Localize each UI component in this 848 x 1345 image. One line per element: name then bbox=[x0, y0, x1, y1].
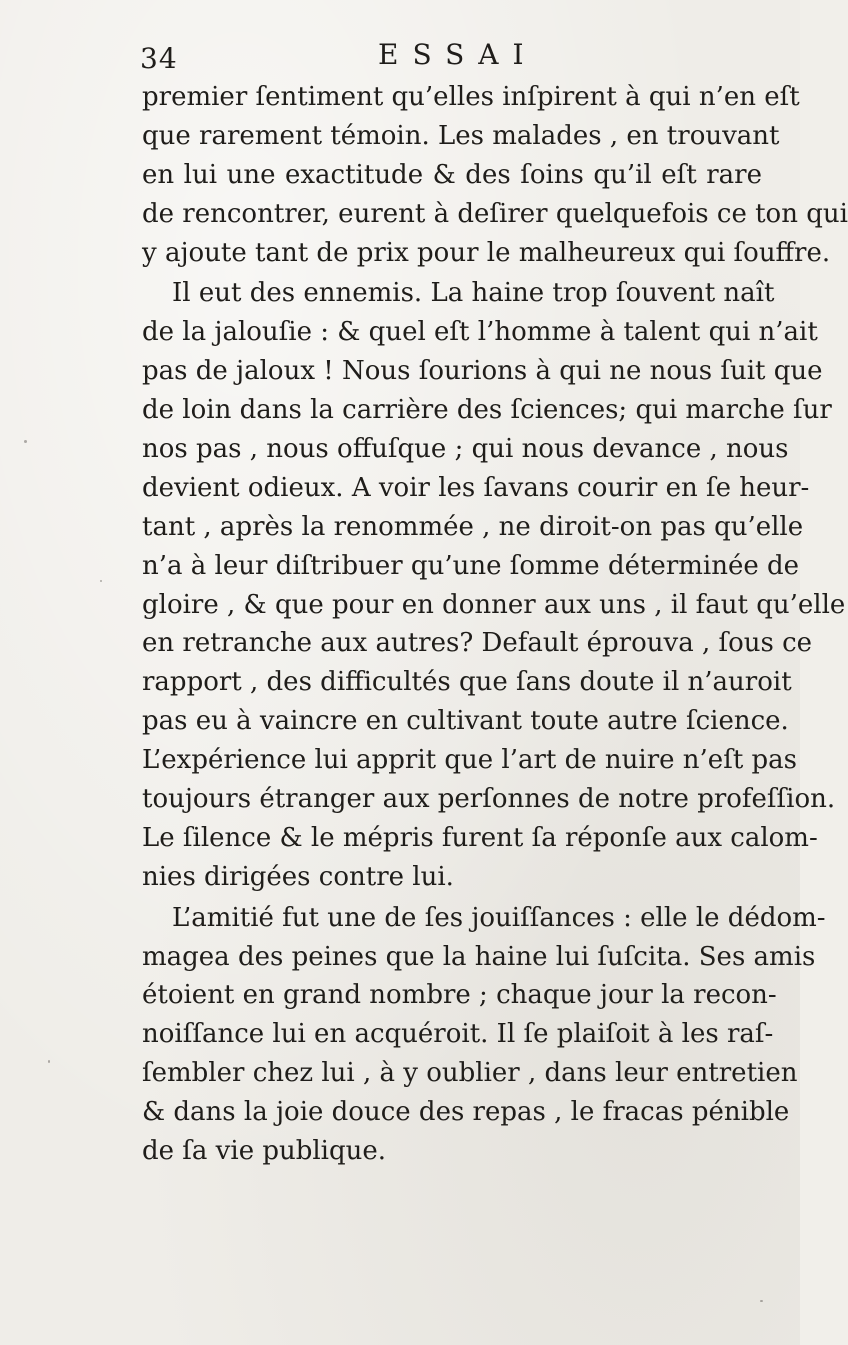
text-line: de rencontrer, eurent à deſirer quelquefois ce ton qui bbox=[142, 198, 848, 229]
body-text bbox=[142, 78, 848, 1171]
text-line: toujours étranger aux perſonnes de notre profeſſion. bbox=[142, 784, 836, 815]
paper-speck bbox=[100, 580, 102, 582]
text-line: premier ſentiment qu’elles inſpirent à qui n’en eſt bbox=[142, 82, 800, 112]
text-line: y ajoute tant de prix pour le malheureux qui ſouffre. bbox=[142, 237, 831, 268]
running-head: ESSAI bbox=[378, 38, 538, 71]
page-number: 34 bbox=[140, 42, 178, 75]
text-line: de la jalouſie : & quel eſt l’homme à talent qui n’ait bbox=[142, 317, 818, 348]
text-line: rapport , des difficultés que ſans doute il n’auroit bbox=[142, 667, 792, 698]
text-line: devient odieux. A voir les ſavans courir en ſe heur- bbox=[142, 472, 810, 503]
paper-speck bbox=[24, 440, 27, 443]
text-line: en lui une exactitude & des ſoins qu’il eſt rare bbox=[142, 159, 762, 190]
text-line: Le ſilence & le mépris furent ſa réponſe aux calom- bbox=[142, 822, 818, 853]
text-line: pas de jaloux ! Nous ſourions à qui ne nous ſuit que bbox=[142, 356, 823, 387]
page-header bbox=[140, 34, 760, 74]
text-line: ſembler chez lui , à y oublier , dans leur entretien bbox=[142, 1058, 798, 1089]
text-line: étoient en grand nombre ; chaque jour la recon- bbox=[142, 980, 777, 1011]
text-line: magea des peines que la haine lui ſuſcita. Ses amis bbox=[142, 941, 816, 972]
text-line: noiſſance lui en acquéroit. Il ſe plaiſoit à les raſ- bbox=[142, 1019, 774, 1050]
text-line: de ſa vie publique. bbox=[142, 1136, 387, 1167]
text-line: gloire , & que pour en donner aux uns , il faut qu’elle bbox=[142, 589, 846, 620]
text-line: de loin dans la carrière des ſciences; qui marche ſur bbox=[142, 395, 832, 426]
text-line: nies dirigées contre lui. bbox=[142, 861, 454, 892]
text-line: L’amitié fut une de ſes jouiſſances : elle le dédom- bbox=[172, 902, 826, 933]
paper-speck bbox=[760, 1300, 763, 1302]
text-line: nos pas , nous offuſque ; qui nous devance , nous bbox=[142, 434, 789, 465]
text-line: & dans la joie douce des repas , le fracas pénible bbox=[142, 1097, 790, 1128]
text-line: n’a à leur diſtribuer qu’une ſomme déterminée de bbox=[142, 550, 800, 581]
text-line: tant , après la renommée , ne diroit-on pas qu’elle bbox=[142, 511, 804, 542]
text-line: en retranche aux autres? Default éprouva , ſous ce bbox=[142, 628, 813, 659]
paper-speck bbox=[48, 1060, 50, 1063]
text-line: L’expérience lui apprit que l’art de nuire n’eſt pas bbox=[142, 745, 798, 776]
text-line: que rarement témoin. Les malades , en trouvant bbox=[142, 120, 780, 151]
text-line: pas eu à vaincre en cultivant toute autre ſcience. bbox=[142, 706, 789, 737]
text-line: Il eut des ennemis. La haine trop ſouvent naît bbox=[172, 278, 775, 309]
